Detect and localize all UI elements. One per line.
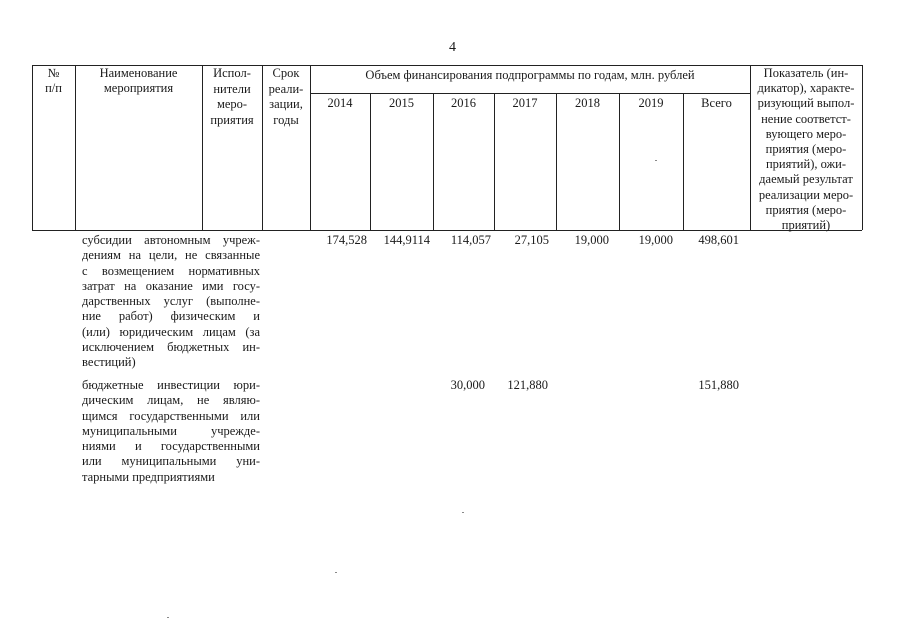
row-2-value-2017: 121,880: [507, 378, 548, 392]
col-border-10: [683, 93, 684, 230]
col-border-9: [619, 93, 620, 230]
row-2-value-total: 151,880: [698, 378, 739, 392]
header-year-2019: 2019: [638, 96, 664, 110]
col-border-8: [556, 93, 557, 230]
header-year-2016: 2016: [451, 96, 476, 110]
header-year-2015: 2015: [389, 96, 414, 110]
header-year-2017: 2017: [512, 96, 538, 110]
scan-speck: [655, 160, 657, 161]
table-row-2-name: бюджетные инвестиции юри- дическим лицам, не являю- щимся государственными или муниципальными учрежде- ниями и государственными или муниципальными уни- тарными предприятиями: [82, 378, 260, 484]
col-border-6: [433, 93, 434, 230]
header-number: № п/п: [45, 66, 62, 95]
col-border-12: [862, 65, 863, 230]
header-term: Срок реали- зации, годы: [268, 66, 304, 127]
row-1-value-2019: 19,000: [638, 233, 673, 247]
col-border-5: [370, 93, 371, 230]
row-1-value-2016: 114,057: [450, 233, 491, 247]
header-total: Всего: [701, 96, 732, 110]
scan-speck: [462, 512, 464, 513]
col-border-4: [310, 65, 311, 230]
row-1-value-2017: 27,105: [514, 233, 549, 247]
header-indicator: Показатель (ин- дикатор), характе- ризующий выпол- нение соответст- вующего меро- приятия (меро- приятий), ожи- даемый результат реализации меро- приятия (меро- приятий): [757, 66, 855, 233]
header-name: Наименование мероприятия: [99, 66, 178, 95]
scan-speck: [167, 617, 169, 618]
row-2-value-2016: 30,000: [450, 378, 485, 392]
header-year-2014: 2014: [327, 96, 353, 110]
years-row-border: [310, 93, 750, 94]
col-border-7: [494, 93, 495, 230]
header-bottom-border: [32, 230, 862, 231]
header-financing: Объем финансирования подпрограммы по годам, млн. рублей: [365, 68, 695, 82]
row-1-value-total: 498,601: [698, 233, 739, 247]
page-number: 4: [449, 40, 456, 55]
row-1-value-2014: 174,528: [326, 233, 367, 247]
row-1-value-2018: 19,000: [574, 233, 609, 247]
header-executors: Испол- нители меро- приятия: [210, 66, 254, 127]
header-year-2018: 2018: [575, 96, 600, 110]
row-1-value-2015: 144,9114: [383, 233, 430, 247]
table-row-1-name: субсидии автономным учреж- дениям на цели, не связанные с возмещением нормативных затрат на оказание ими госу- дарственных услуг (выполне- ние работ) физическим и (или) юридическим лицам (за исключением бюджетных ин- вестиций): [82, 233, 260, 370]
scan-speck: [335, 572, 337, 573]
